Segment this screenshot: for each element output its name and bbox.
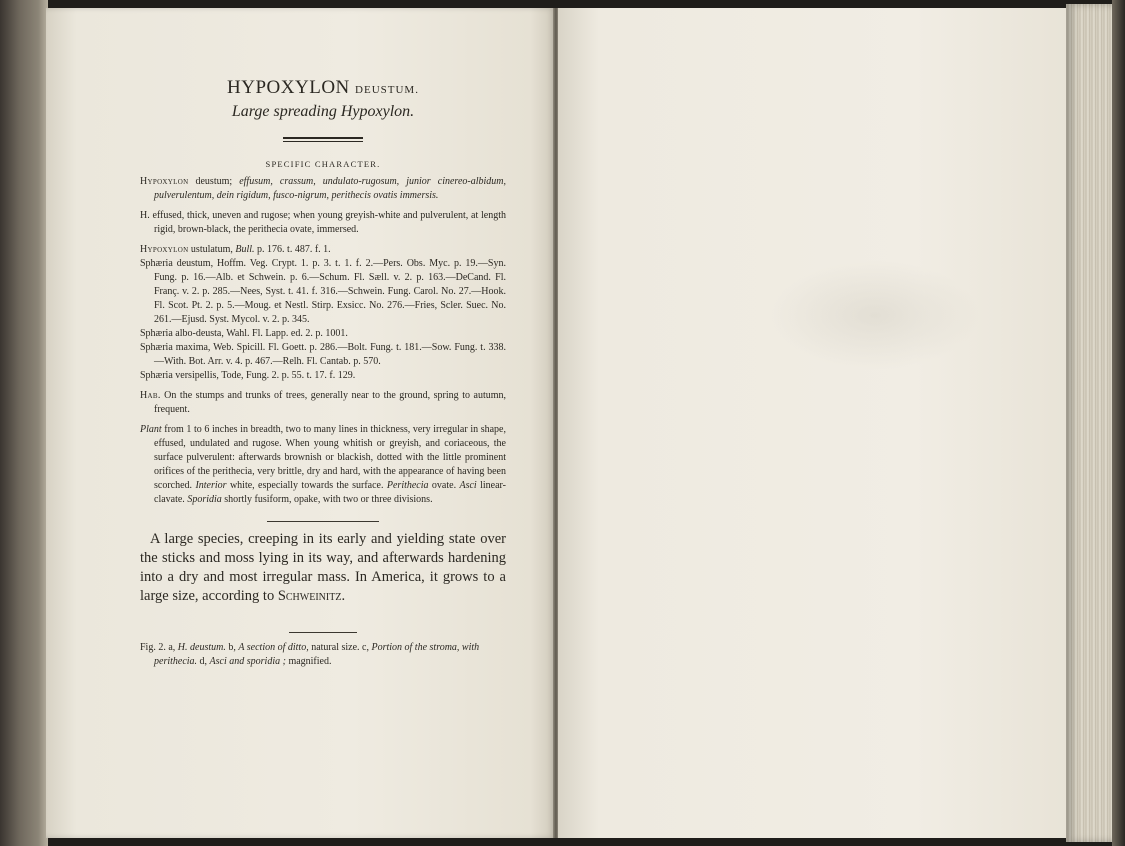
habitat-entry: Hab. On the stumps and trunks of trees, generally near to the ground, spring to autumn, frequent.	[140, 389, 506, 415]
footnote-rule	[289, 632, 357, 633]
page-title	[140, 78, 506, 99]
synonym-entry: Sphæria albo-deusta, Wahl. Fl. Lapp. ed. 2. p. 1001.	[140, 327, 348, 339]
synonym-entry: Sphæria versipellis, Tode, Fung. 2. p. 55. t. 17. f. 129.	[140, 369, 356, 381]
page-edges	[1066, 4, 1118, 842]
book-edge	[1112, 0, 1125, 846]
show-through-plate	[770, 260, 980, 370]
figure-caption: Fig. 2. a, H. deustum. b, A section of ditto, natural size. c, Portion of the stroma, with perithecia. d, Asci and sporidia ; magnified.	[140, 641, 480, 667]
title-genus: HYPOXYLON	[227, 77, 350, 98]
page-text	[140, 78, 506, 669]
remark-paragraph: A large species, creeping in its early and yielding state over the sticks and moss lying in its way, and afterwards hardening into a dry and most irregular mass. In America, it grows to a large size, according to Schweinitz.	[140, 530, 506, 604]
plant-description: Plant from 1 to 6 inches in breadth, two to many lines in thickness, very irregular in shape, effused, undulated and rugose. When young whitish or greyish, and coriaceous, the surface pulverulent: afterwards brownish or blackish, dotted with the little prominent orifices of the perithecia, very brittle, dry and hard, with the appearance of having been scorched. Interior white, especially towards the surface. Perithecia ovate. Asci linear-clavate. Sporidia shortly fusiform, opake, with two or three divisions.	[140, 423, 506, 505]
title-species: DEUSTUM.	[355, 84, 419, 96]
synonym-entry: Hypoxylon ustulatum, Bull. p. 176. t. 487. f. 1.	[140, 243, 331, 255]
section-rule	[267, 521, 379, 522]
english-character: H. effused, thick, uneven and rugose; when young greyish-white and pulverulent, at length rigid, brown-black, the perithecia ovate, immersed.	[140, 209, 506, 235]
synonym-entry: Sphæria maxima, Web. Spicill. Fl. Goett. p. 286.—Bolt. Fung. t. 181.—Sow. Fung. t. 338.—With. Bot. Arr. v. 4. p. 467.—Relh. Fl. Cantab. p. 570.	[140, 341, 506, 367]
latin-character: Hypoxylon deustum; effusum, crassum, undulato-rugosum, junior cinereo-albidum, pulverulentum, dein rigidum, fusco-nigrum, perithecis ovatis immersis.	[140, 175, 506, 201]
right-page	[558, 8, 1068, 838]
synonym-entry: Sphæria deustum, Hoffm. Veg. Crypt. 1. p. 3. t. 1. f. 2.—Pers. Obs. Myc. p. 19.—Syn. Fung. p. 16.—Alb. et Schwein. p. 6.—Schum. Fl. Sæll. v. 2. p. 163.—DeCand. Fl. Franç. v. 2. p. 285.—Nees, Syst. t. 41. f. 316.—Schwein. Fung. Carol. No. 27.—Hook. Fl. Scot. Pt. 2. p. 5.—Moug. et Nestl. Stirp. Exsicc. No. 276.—Fries, Scler. Suec. No. 261.—Ejusd. Syst. Mycol. v. 2. p. 345.	[140, 257, 506, 325]
title-rule	[283, 137, 363, 142]
book-spine-left	[0, 0, 48, 846]
page-subtitle: Large spreading Hypoxylon.	[231, 102, 415, 120]
specific-character-heading: SPECIFIC CHARACTER.	[265, 158, 381, 169]
